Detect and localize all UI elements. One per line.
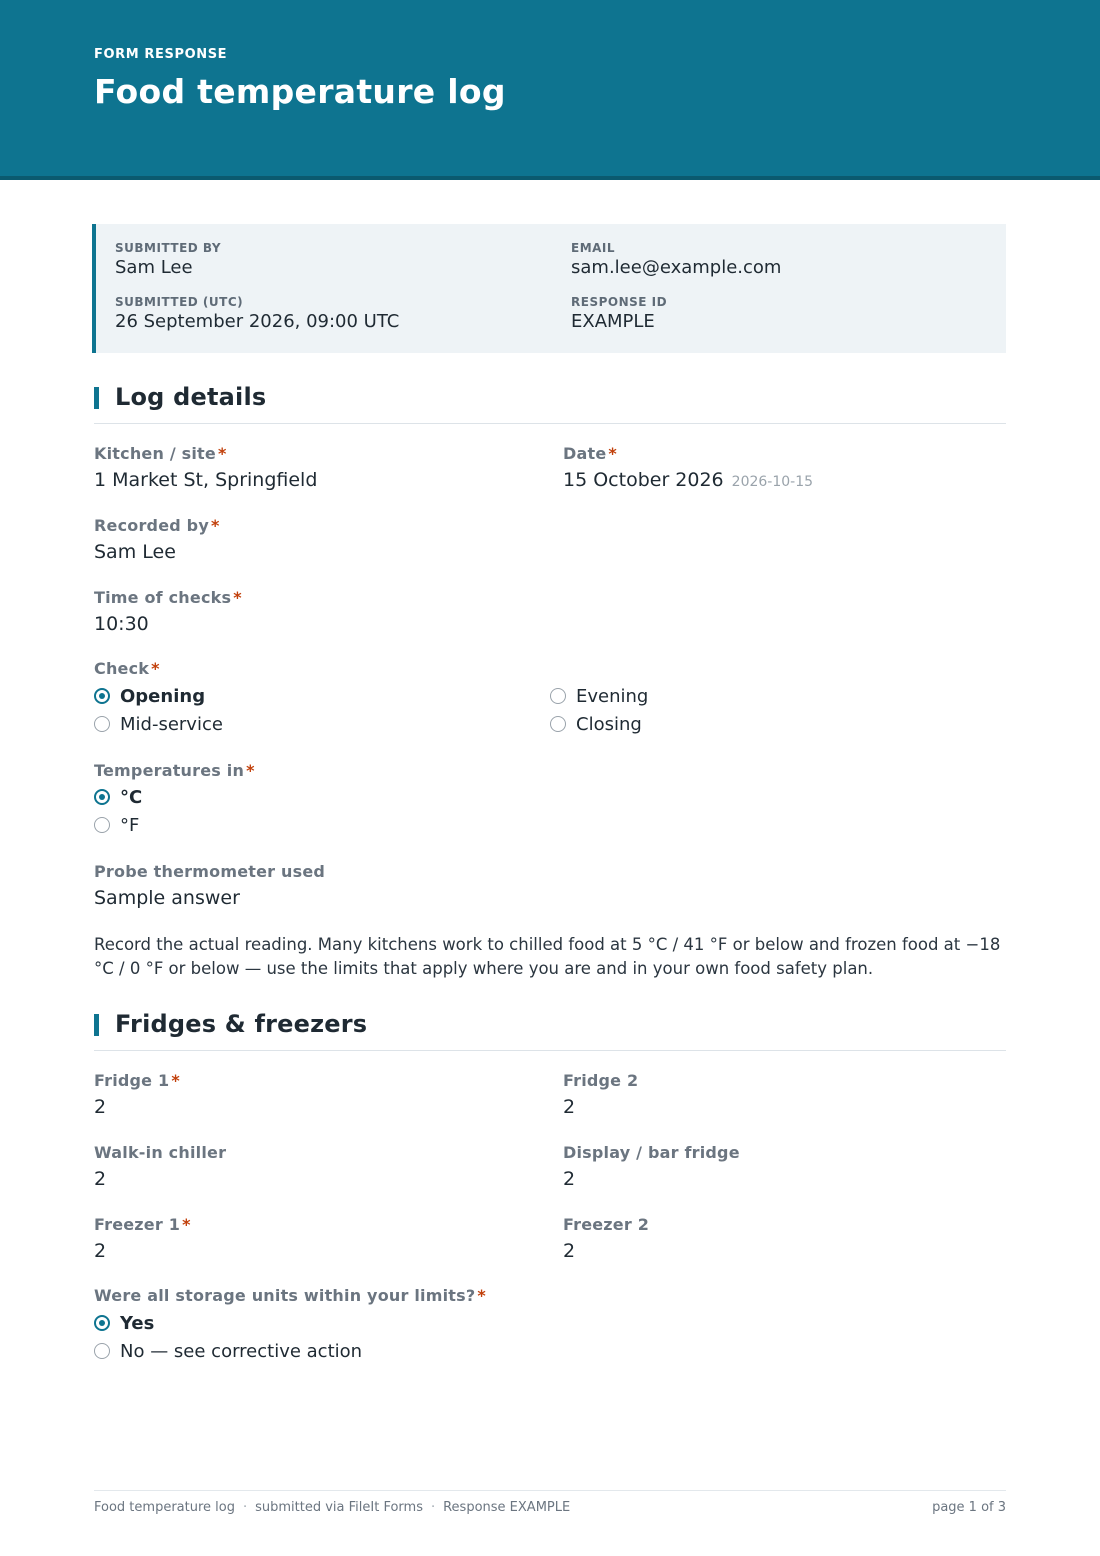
field-freezer-2 [563,1215,649,1262]
required-marker: * [608,444,617,463]
field-label [94,761,255,780]
response-id [571,295,667,332]
field-fridge-2 [563,1071,638,1118]
field-value: 10:30 [94,613,149,635]
radio-option-label: Evening [576,685,649,707]
field-freezer-1 [94,1215,191,1262]
submission-meta-panel [92,224,1006,353]
submitted-by-value: Sam Lee [115,257,193,278]
radio-option-label: Opening [120,685,206,707]
field-date [563,444,813,491]
radio-unchecked-icon [94,716,110,732]
field-label-text: Fridge 1 [94,1071,170,1090]
submitted-utc-label: SUBMITTED (UTC) [115,295,244,309]
submitted-utc-value: 26 September 2026, 09:00 UTC [115,311,400,332]
field-label: Display / bar fridge [563,1143,740,1162]
field-label [94,588,242,607]
footer-separator: · [430,1500,436,1515]
field-label: Probe thermometer used [94,862,326,881]
email-value: sam.lee@example.com [571,257,782,278]
field-label-text: Freezer 1 [94,1215,181,1234]
field-label: Walk-in chiller [94,1143,227,1162]
section-fridges-freezers [94,1011,1006,1051]
radio-unchecked-icon [550,716,566,732]
radio-unchecked-icon [94,1343,110,1359]
required-marker: * [151,659,160,678]
page-title: Food temperature log [94,72,506,111]
radio-option-label: Yes [120,1312,155,1334]
radio-checked-icon [94,1315,110,1331]
required-marker: * [477,1286,486,1305]
radio-option-closing[interactable] [550,713,642,735]
field-label [94,516,220,535]
help-text: Record the actual reading. Many kitchens work to chilled food at 5 °C / 41 °F or below and frozen food at −18 °C / 0 °F or below — use the limits that apply where you are and in your own food safety plan. [94,935,1001,978]
required-marker: * [233,588,242,607]
field-label-text: Date [563,444,607,463]
required-marker: * [246,761,255,780]
radio-option-fahrenheit[interactable] [94,814,139,836]
radio-option-label: °C [120,786,143,808]
field-label: Fridge 2 [563,1071,639,1090]
field-value: Sample answer [94,887,240,909]
date-iso: 2026-10-15 [731,474,814,490]
section-accent-bar [94,387,99,409]
field-label [94,1215,191,1234]
field-label [94,1286,486,1305]
field-label [94,444,317,463]
field-kitchen-site [94,444,317,491]
radio-option-yes[interactable] [94,1312,154,1334]
radio-option-label: °F [120,814,140,836]
field-label-text: Recorded by [94,516,209,535]
footer-form-name: Food temperature log [94,1500,235,1515]
field-fridge-1 [94,1071,180,1118]
field-value: 2 [563,1168,576,1190]
field-label [94,659,160,678]
required-marker: * [171,1071,180,1090]
footer-response: Response EXAMPLE [443,1500,571,1515]
required-marker: * [210,516,220,535]
radio-option-opening[interactable] [94,685,205,707]
radio-option-no[interactable] [94,1340,362,1362]
response-id-label: RESPONSE ID [571,295,668,309]
field-value: 2 [94,1240,107,1262]
radio-checked-icon [94,789,110,805]
field-label [563,444,813,463]
radio-checked-icon [94,688,110,704]
footer-via: submitted via FileIt Forms [255,1500,423,1515]
radio-unchecked-icon [550,688,566,704]
field-label: Freezer 2 [563,1215,650,1234]
field-probe-thermometer [94,862,325,909]
field-temperatures-in [94,761,255,780]
submitted-by-label: SUBMITTED BY [115,241,222,255]
section-title-log-details: Log details [115,383,267,411]
radio-option-celsius[interactable] [94,786,142,808]
radio-option-mid-service[interactable] [94,713,223,735]
field-recorded-by [94,516,220,563]
email-label: EMAIL [571,241,616,255]
field-value: 2 [563,1240,576,1262]
field-label-text: Were all storage units within your limits? [94,1286,476,1305]
submitted-by [115,241,221,278]
field-label-text: Kitchen / site [94,444,216,463]
field-label-text: Temperatures in [94,761,245,780]
field-value: 1 Market St, Springfield [94,469,318,491]
email [571,241,781,278]
field-check [94,659,160,678]
field-walk-in-chiller [94,1143,226,1190]
header-eyebrow: FORM RESPONSE [94,47,228,62]
field-label [94,1071,180,1090]
field-label-text: Time of checks [94,588,232,607]
section-title-fridges-freezers: Fridges & freezers [115,1010,368,1038]
date-value: 15 October 2026 [563,469,724,491]
field-value: 2 [94,1096,107,1118]
response-id-value: EXAMPLE [571,311,655,332]
form-header [0,0,1100,180]
radio-option-evening[interactable] [550,685,648,707]
footer-page-number: page 1 of 3 [932,1500,1006,1515]
section-log-details [94,384,1006,424]
section-accent-bar [94,1014,99,1036]
footer-separator: · [242,1500,248,1515]
field-value: 2 [94,1168,107,1190]
field-time-of-checks [94,588,242,635]
field-value: 2 [563,1096,576,1118]
radio-unchecked-icon [94,817,110,833]
submitted-utc [115,295,399,332]
footer-left [94,1500,570,1515]
field-value [563,469,813,491]
radio-option-label: Closing [576,713,642,735]
field-value: Sam Lee [94,541,176,563]
field-display-bar-fridge [563,1143,740,1190]
required-marker: * [182,1215,191,1234]
radio-option-label: No — see corrective action [120,1340,363,1362]
page-footer [94,1490,1006,1522]
field-within-limits [94,1286,486,1305]
radio-option-label: Mid-service [120,713,223,735]
required-marker: * [217,444,227,463]
field-label-text: Check [94,659,150,678]
